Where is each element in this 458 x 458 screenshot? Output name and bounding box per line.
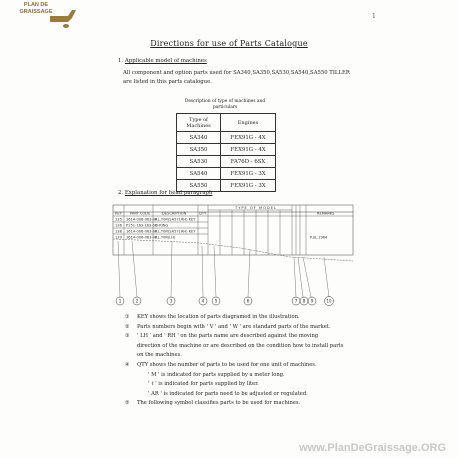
note-number: ⑤ (125, 400, 130, 407)
section-2-number: 2. (118, 190, 124, 196)
callout-10 (325, 297, 334, 306)
svg-text:6: 6 (246, 299, 250, 305)
diagram-row-part-code: P151-163-163-00 (126, 223, 158, 228)
note-text: ' M ' is indicated for parts supplied by a meter long. (148, 371, 285, 378)
machine-engine: FA76D - 6SX (221, 156, 276, 168)
machine-engine: FEX91G - 4X (221, 144, 276, 156)
machine-engine: FEX91G - 4X (221, 132, 276, 144)
machines-table (176, 113, 276, 192)
note-item (125, 323, 395, 333)
svg-text:5: 5 (214, 299, 218, 305)
svg-text:10: 10 (326, 298, 332, 304)
svg-text:4: 4 (201, 299, 205, 305)
machine-type: SA550 (177, 180, 221, 192)
callout-6 (244, 297, 252, 305)
note-item (125, 351, 395, 361)
note-text: The following symbol classifies parts to be used for machines. (137, 400, 301, 407)
diagram-row-part-code: 1614-006-063-00 (126, 217, 158, 222)
machines-table-header (177, 114, 276, 132)
page-number: 1 (372, 13, 376, 20)
note-text: ' ℓ ' is indicated for parts supplied by liter. (148, 381, 259, 388)
section-1-text-line2: are listed in this parts catalogue. (123, 79, 212, 85)
svg-text:8: 8 (302, 299, 306, 305)
diagram-row-key: 139 (115, 235, 122, 240)
diagram-row-key: 135 (115, 217, 122, 222)
note-item (125, 380, 395, 390)
note-item (125, 342, 395, 352)
machine-type: SA350 (177, 144, 221, 156)
table-row (177, 144, 276, 156)
section-1-title: Applicable model of machines (124, 58, 207, 64)
watermark-site: www.PlanDeGraissage.ORG (299, 442, 446, 454)
svg-text:2: 2 (135, 299, 139, 305)
callout-7 (292, 297, 300, 305)
section-1-text-line1: All component and option parts used for SA340,SA350,SA530,SA540,SA550 TILLER (123, 70, 350, 76)
oil-can-icon (10, 2, 80, 32)
machine-engine: FEX91G - 3X (221, 180, 276, 192)
note-number: ② (125, 323, 130, 330)
note-text: on the machines. (137, 352, 182, 359)
note-text: ' AR ' is indicated for parts need to be adjusted or regulated. (148, 390, 308, 397)
note-text: ' LH ' and ' RH ' on the parts name are described against the moving (137, 333, 319, 340)
machine-type: SA340 (177, 132, 221, 144)
machine-type: SA530 (177, 156, 221, 168)
callout-5 (212, 297, 220, 305)
section-2-title: Explanation for head paragraph (124, 190, 213, 196)
diagram-header-type-of-model: TYPE OF MODEL (235, 205, 277, 210)
section-1-heading (118, 58, 207, 64)
table-row (177, 156, 276, 168)
head-paragraph-diagram (110, 201, 360, 311)
table-row (177, 132, 276, 144)
diagram-row-description: P.L.T0R(LH) (155, 235, 176, 240)
callout-3 (167, 297, 175, 305)
svg-text:3: 3 (169, 299, 173, 305)
svg-text:9: 9 (310, 299, 314, 305)
diagram-header-key: KEY (115, 211, 122, 216)
note-number: ④ (125, 361, 130, 368)
table-row (177, 168, 276, 180)
callout-9 (308, 297, 316, 305)
note-item (125, 390, 395, 400)
note-number: ① (125, 314, 130, 320)
diagram-row-key: 136 (115, 223, 122, 228)
notes-list (125, 313, 395, 409)
note-text: direction of the machine or are described on the condition how to install parts (137, 342, 344, 349)
machines-table-header-engines: Engines (221, 114, 276, 132)
note-item (125, 361, 395, 371)
note-text: QTY shows the number of parts to be used for one unit of machines. (137, 361, 317, 368)
logo-text: PLAN DE GRAISSAGE (19, 2, 53, 15)
diagram-row-description: P.L.T0R(SA571RH) KEY (155, 229, 196, 234)
diagram-header-description: DESCRIPTION (162, 211, 187, 216)
note-item (125, 332, 395, 342)
svg-text:1: 1 (118, 299, 122, 305)
callout-8 (300, 297, 308, 305)
page-title: Directions for use of Parts Catalogue (150, 39, 308, 48)
machines-table-header-type: Type of Machines (177, 114, 221, 132)
diagram-row-key: 138 (115, 229, 122, 234)
section-2-heading (118, 190, 212, 196)
tear-line (113, 239, 353, 261)
callout-4 (199, 297, 207, 305)
machines-table-caption: Description of type of machines and particulars (184, 99, 266, 110)
machine-engine: FEX91G - 3X (221, 168, 276, 180)
diagram-row-part-code: 1614-006-063-00 (126, 229, 158, 234)
callout-1 (116, 297, 124, 305)
diagram-row-part-code: 1614-006-063-00 (126, 235, 158, 240)
callout-2 (133, 297, 141, 305)
note-item (125, 313, 395, 323)
diagram-remark-value: P.SL.1964 (310, 235, 328, 240)
diagram-row-description: P.L.T0R(SA571RH) KEY (155, 217, 196, 222)
section-1-number: 1. (118, 58, 124, 64)
machine-type: SA540 (177, 168, 221, 180)
note-number: ③ (125, 333, 130, 340)
note-item (125, 399, 395, 409)
note-text: Parts numbers begin with ' V ' and ' W ' are standard parts of the market. (137, 323, 331, 330)
diagram-header-qty: QTY (199, 211, 207, 216)
diagram-header-part-code: PART CODE (130, 211, 151, 216)
logo (10, 2, 80, 32)
diagram-row-description: O-RING (155, 223, 169, 228)
note-text: KEY shows the location of parts diagramed in the illustration. (137, 314, 300, 320)
diagram-header-remarks: REMARKS (317, 211, 335, 216)
note-item (125, 371, 395, 381)
svg-text:7: 7 (294, 299, 298, 305)
